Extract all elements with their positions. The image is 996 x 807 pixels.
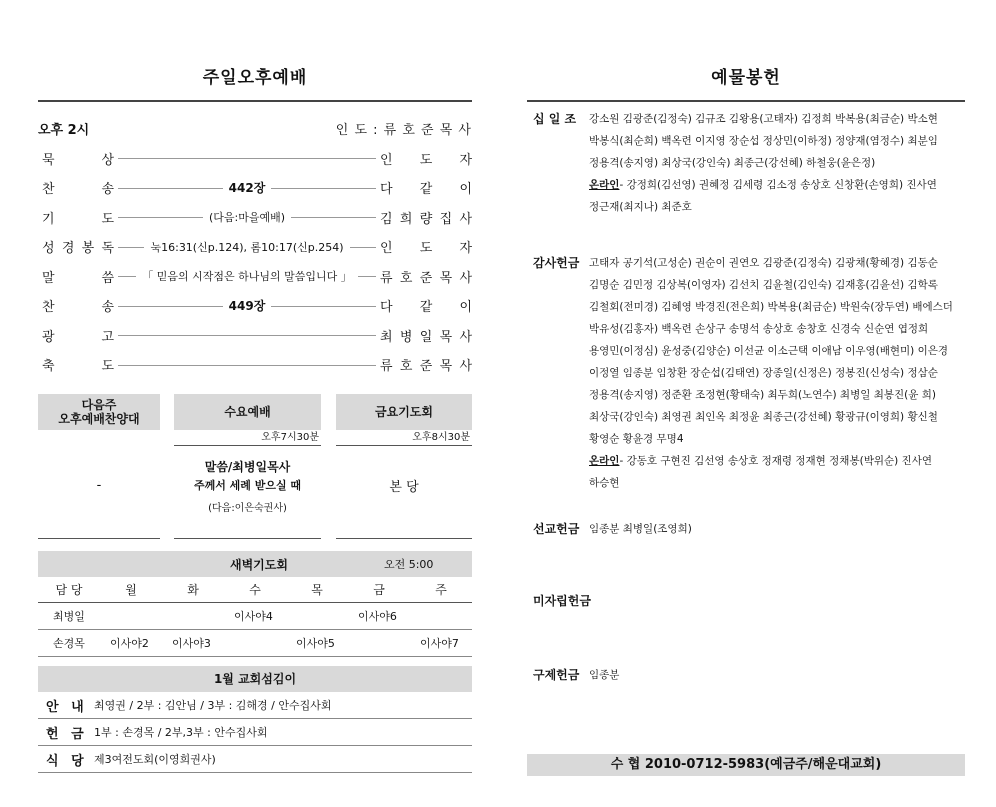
dawn-time: 오전 5:00 (383, 558, 434, 571)
worship-label-char: 상 (101, 152, 114, 168)
dawn-header (38, 551, 472, 577)
worship-label-char: 씀 (101, 270, 114, 286)
worship-person-char: 도 (419, 241, 433, 257)
worship-row (38, 350, 472, 380)
worship-label-char: 축 (42, 359, 55, 375)
worship-row-person (376, 208, 472, 227)
worship-order (38, 102, 472, 380)
thanks-line: 정용격(송지영) 정준환 조정현(황태숙) 최두희(노연수) 최병일 최봉진(윤 희) (589, 389, 936, 401)
dawn-row-2-c: 이사야5 (296, 637, 335, 650)
worship-person-char: 사 (459, 329, 472, 345)
thanks-online-line-2: 하승현 (589, 477, 620, 489)
worship-person-char: 호 (399, 270, 413, 286)
mission-label: 선교헌금 (533, 522, 580, 536)
worship-row (38, 321, 472, 351)
worship-person-char: 목 (439, 359, 453, 375)
worship-person-char: 류 (380, 270, 393, 286)
worship-row (38, 262, 472, 292)
worship-person-char: 준 (419, 359, 433, 375)
servants-row-label: 식 당 (46, 753, 88, 769)
worship-person-char: 다 (380, 300, 393, 316)
worship-row-person (376, 267, 472, 286)
worship-row-label (38, 355, 118, 374)
offering-column (527, 60, 965, 772)
dawn-row-1-name: 최병일 (53, 610, 85, 623)
relief-row (527, 664, 965, 686)
worship-detail-text: 442장 (223, 179, 272, 196)
dawn-day-header: 화 (187, 583, 199, 597)
worship-person-char: 류 (380, 359, 393, 375)
servants-row-value: 제3여전도회(이영희권사) (94, 753, 216, 766)
dawn-day-header: 월 (125, 583, 137, 597)
friday-value: 본 당 (389, 479, 419, 495)
wednesday-topic: 주께서 세례 받으실 때 (193, 478, 302, 492)
wednesday-next: (다음:이은숙권사) (208, 502, 287, 514)
worship-label-char: 송 (101, 300, 114, 316)
dawn-day-header: 목 (311, 583, 323, 597)
worship-person-char: 사 (459, 270, 472, 286)
wednesday-bottom-rule (174, 538, 321, 539)
afternoon-service-column (38, 60, 472, 769)
worship-row-label (38, 267, 118, 286)
worship-row-label (38, 296, 118, 315)
choir-value: - (96, 477, 102, 493)
servants-row-label: 안 내 (46, 699, 88, 715)
wednesday-sermon: 말씀/최병일목사 (204, 459, 291, 474)
worship-detail-text: 눅16:31(신p.124), 롬10:17(신p.254) (144, 239, 349, 255)
thanks-line: 김철회(전미경) 김혜영 박경진(전은희) 박복용(최금순) 박원숙(장두연) 배에스더 (589, 301, 953, 313)
tithe-line: 강소원 김광준(김정숙) 김규조 김왕용(고태자) 김정희 박복용(최금순) 박소현 (589, 113, 938, 125)
worship-person-char: 다 (380, 182, 393, 198)
tithe-line: 정용격(송지영) 최상국(강인숙) 최종근(강선혜) 하철웅(윤은정) (589, 157, 876, 169)
afternoon-service-title: 주일오후예배 (202, 68, 308, 88)
worship-row-detail (118, 291, 376, 321)
worship-label-char: 봉 (81, 241, 95, 257)
worship-row-label (38, 178, 118, 197)
worship-person-char: 이 (459, 300, 472, 316)
worship-person-char: 자 (459, 152, 472, 168)
worship-row-label (38, 237, 118, 256)
dawn-row-1 (38, 603, 472, 630)
tithe-line: 박봉식(최순희) 백옥련 이지영 장순섭 정상민(이하정) 정양재(염정수) 최분임 (589, 135, 938, 147)
worship-person-char: 병 (399, 329, 413, 345)
dawn-day-header: 주 (435, 583, 447, 597)
dawn-row-1-a: 이사야4 (234, 610, 273, 623)
tithe-online (589, 174, 965, 196)
worship-label-char: 경 (61, 241, 75, 257)
dawn-row-2-name: 손경목 (53, 637, 85, 650)
thanks-row (527, 252, 965, 494)
worship-person-char: 량 (419, 211, 433, 227)
worship-row-label (38, 326, 118, 345)
relief-label: 구제헌금 (533, 668, 580, 682)
unpaid-row (527, 590, 965, 612)
worship-detail-text: 449장 (223, 297, 272, 314)
wednesday-time: 오후7시30분 (174, 430, 321, 446)
worship-row-person (376, 326, 472, 345)
thanks-line: 용영민(이정심) 윤성중(김양순) 이선균 이소근택 이애남 이우영(배현미) 이은경 (589, 345, 949, 357)
thanks-label: 감사헌금 (533, 256, 580, 270)
mission-row (527, 518, 965, 540)
thanks-online-names: - 강동호 구현진 김선영 송상호 정재령 정재현 정채봉(박위순) 진사연 (619, 455, 932, 467)
worship-label-char: 광 (42, 329, 55, 345)
tithe-online-names: - 강정희(김선영) 권혜정 김세령 김소정 송상호 신창환(손영희) 진사연 (619, 179, 937, 191)
worship-row-detail (118, 321, 376, 351)
worship-label-char: 독 (101, 241, 114, 257)
choir-box (38, 394, 160, 493)
worship-label-char: 도 (101, 359, 114, 375)
worship-label-char: 고 (101, 329, 114, 345)
thanks-names (589, 252, 965, 494)
worship-label-char: 성 (42, 241, 55, 257)
worship-row-detail (118, 262, 376, 292)
friday-bottom-rule (336, 538, 472, 539)
dawn-row-1-b: 이사야6 (358, 610, 397, 623)
dawn-title: 새벽기도회 (230, 557, 288, 572)
servants-row (38, 719, 472, 746)
worship-row (38, 173, 472, 203)
worship-person-char: 준 (419, 270, 433, 286)
worship-label-char: 묵 (42, 152, 55, 168)
worship-label-char: 송 (101, 182, 114, 198)
servants-row-value: 최영권 / 2부 : 김안님 / 3부 : 김해경 / 안수집사회 (94, 699, 332, 712)
tithe-online-line-2: 정근재(최지나) 최준호 (589, 201, 692, 213)
worship-row-detail (118, 203, 376, 233)
mission-names: 임종분 최병일(조영희) (589, 523, 692, 535)
tithe-row (527, 108, 965, 218)
next-week-schedule (38, 394, 472, 544)
dawn-row-2-b: 이사야3 (172, 637, 211, 650)
dawn-days-row (38, 577, 472, 603)
worship-person-char: 사 (459, 211, 472, 227)
worship-person-char: 희 (399, 211, 413, 227)
thanks-line: 최상국(강인숙) 최영권 최인옥 최정윤 최종근(강선혜) 황광규(이영희) 황신철 (589, 411, 938, 423)
worship-person-char: 인 (380, 241, 393, 257)
worship-person-char: 최 (380, 329, 393, 345)
unpaid-label: 미자립헌금 (533, 594, 591, 608)
service-leader: 인 도 : 류 호 준 목 사 (335, 123, 472, 139)
worship-row-person (376, 149, 472, 168)
dawn-row-2 (38, 630, 472, 657)
relief-names: 임종분 (589, 669, 620, 681)
choir-header (38, 394, 160, 430)
servants-row-label: 헌 금 (46, 726, 88, 742)
tithe-online-label: 온라인 (589, 179, 620, 191)
choir-title-2: 오후예배찬양대 (58, 411, 140, 426)
worship-person-char: 목 (439, 329, 453, 345)
worship-person-char: 일 (419, 329, 433, 345)
worship-row-label (38, 208, 118, 227)
worship-person-char: 김 (380, 211, 393, 227)
dawn-row-2-a: 이사야2 (110, 637, 149, 650)
friday-box (336, 394, 472, 495)
worship-person-char: 사 (459, 359, 472, 375)
servants-title: 1월 교회섬김이 (38, 666, 472, 692)
wednesday-box (174, 394, 321, 514)
thanks-line: 박유성(김홍자) 백옥련 손상구 송명석 송상호 송창호 신경숙 신순연 엽정희 (589, 323, 929, 335)
offering-title: 예물봉헌 (711, 68, 781, 88)
offering-list (527, 108, 965, 686)
worship-row-detail (118, 350, 376, 380)
dawn-day-header: 담 당 (55, 583, 83, 597)
thanks-line: 고태자 공기석(고성순) 권순이 권연오 김광준(김정숙) 김광채(황혜경) 김동순 (589, 257, 938, 269)
thanks-line: 김명순 김민정 김상복(이영자) 김선치 김윤철(김인숙) 김재홍(김윤선) 김학록 (589, 279, 938, 291)
worship-person-char: 인 (380, 152, 393, 168)
worship-row-label (38, 149, 118, 168)
worship-person-char: 같 (419, 300, 433, 316)
service-time: 오후 2시 (38, 123, 90, 139)
worship-row-person (376, 237, 472, 256)
worship-label-char: 찬 (42, 300, 55, 316)
worship-row-person (376, 355, 472, 374)
worship-row-detail (118, 144, 376, 174)
service-header-row (38, 114, 472, 144)
offering-divider (527, 100, 965, 102)
worship-row-person (376, 178, 472, 197)
worship-detail-text: (다음:마을예배) (203, 209, 291, 225)
dawn-row-2-d: 이사야7 (420, 637, 459, 650)
friday-title: 금요기도회 (336, 394, 472, 430)
bank-account: 수 협 2010-0712-5983(예금주/해운대교회) (527, 754, 965, 776)
dawn-day-header: 금 (373, 583, 385, 597)
thanks-online (589, 450, 965, 472)
servants-table (38, 666, 472, 773)
worship-row (38, 203, 472, 233)
friday-time: 오후8시30분 (336, 430, 472, 446)
worship-row-person (376, 296, 472, 315)
worship-row-detail (118, 232, 376, 262)
worship-label-char: 찬 (42, 182, 55, 198)
worship-detail-text: 「 믿음의 시작점은 하나님의 말씀입니다 」 (136, 268, 358, 284)
worship-person-char: 호 (399, 359, 413, 375)
dawn-day-header: 수 (249, 583, 261, 597)
tithe-names (589, 108, 965, 218)
thanks-online-label: 온라인 (589, 455, 620, 467)
worship-row (38, 144, 472, 174)
worship-label-char: 도 (101, 211, 114, 227)
worship-person-char: 목 (439, 270, 453, 286)
servants-row (38, 692, 472, 719)
wednesday-title: 수요예배 (174, 394, 321, 430)
unpaid-names (607, 590, 965, 612)
thanks-line: 이정열 임종분 임창환 장순섭(김태연) 장종일(신정은) 정봉진(신성숙) 정삼순 (589, 367, 938, 379)
worship-person-char: 집 (439, 211, 453, 227)
worship-row (38, 232, 472, 262)
worship-row-detail (118, 173, 376, 203)
worship-row (38, 291, 472, 321)
worship-person-char: 이 (459, 182, 472, 198)
worship-person-char: 같 (419, 182, 433, 198)
servants-row-value: 1부 : 손경목 / 2부,3부 : 안수집사회 (94, 726, 268, 739)
choir-title-1: 다음주 (81, 397, 117, 412)
servants-row (38, 746, 472, 773)
dawn-prayer-table (38, 551, 472, 657)
tithe-label: 십 일 조 (533, 112, 577, 126)
thanks-line: 황영순 황윤경 무명4 (589, 433, 684, 445)
worship-person-char: 도 (419, 152, 433, 168)
worship-person-char: 자 (459, 241, 472, 257)
worship-label-char: 말 (42, 270, 55, 286)
worship-label-char: 기 (42, 211, 55, 227)
choir-bottom-rule (38, 538, 160, 539)
